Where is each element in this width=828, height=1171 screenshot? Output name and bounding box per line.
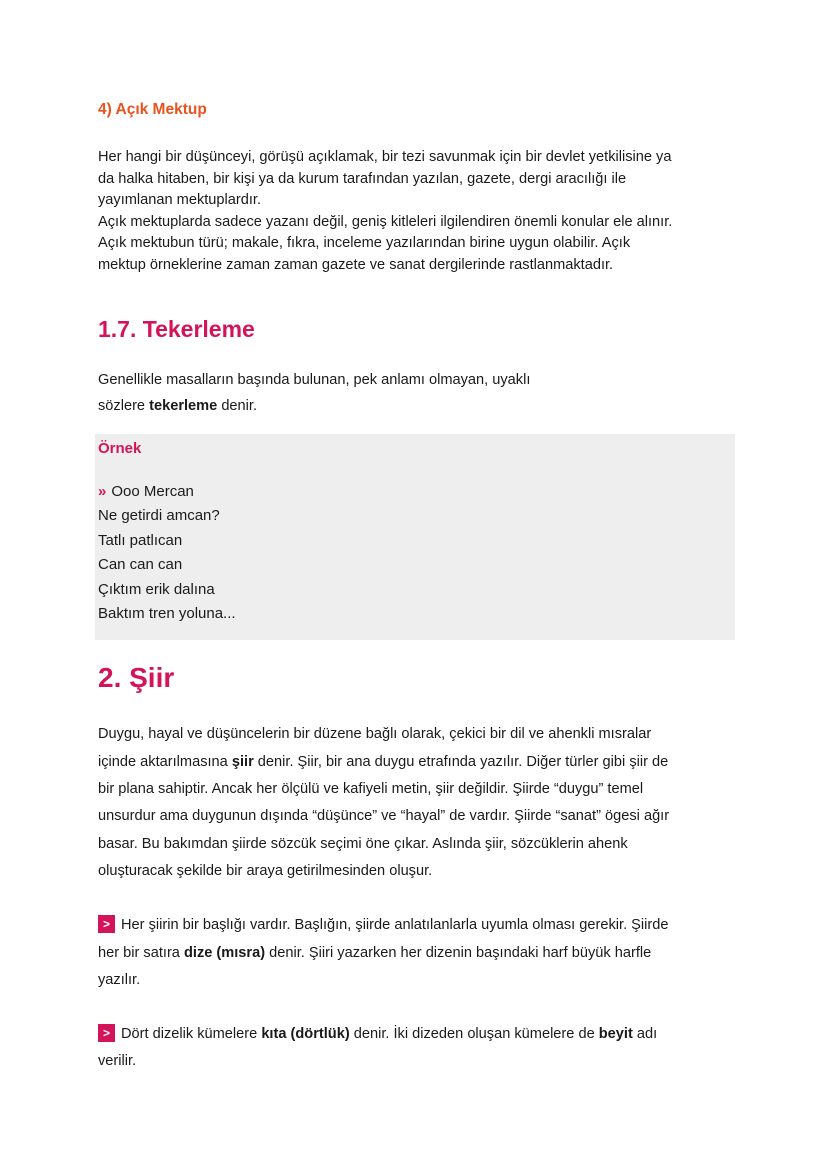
chevron-marker-icon: » [98,483,107,500]
text-fragment: sözlere [98,398,150,414]
text-line: Açık mektubun türü; makale, fıkra, inceleme yazılarından birine uygun olabilir. Açık [98,235,631,251]
text-line: unsurdur ama duygunun dışında “düşünce” ve “hayal” de vardır. Şiirde “sanat” ögesi ağır [98,808,670,825]
bold-term: tekerleme [149,398,218,414]
bullet-paragraph-baslik [98,912,732,994]
text-line: bir plana sahiptir. Ancak her ölçülü ve kafiyeli metin, şiir değildir. Şiirde “duygu” temel [98,781,644,798]
paragraph-siir [98,721,732,885]
heading-tekerleme: 1.7. Tekerleme [98,316,255,342]
page-content [98,100,732,1076]
text-line: verilir. [98,1053,137,1070]
text-line: basar. Bu bakımdan şiirde sözcük seçimi öne çıkar. Aslında şiir, sözcüklerin ahenk [98,835,628,852]
paragraph-acik-mektup [98,147,732,276]
text-fragment: Dört dizelik kümelere [121,1026,262,1043]
example-title: Örnek [98,440,142,457]
text-fragment: adı [632,1026,658,1043]
example-line: Can can can [98,556,183,574]
example-line-text: Ooo Mercan [111,483,194,500]
bullet-marker-icon: > [98,915,115,933]
text-fragment: denir. [217,398,258,414]
bold-term: şiir [231,753,254,770]
text-fragment: denir. Şiiri yazarken her dizenin başındaki harf büyük harfle [265,944,652,961]
text-line: da halka hitaben, bir kişi ya da kurum tarafından yazılan, gazete, dergi aracılığı ile [98,170,627,187]
example-line: Tatlı patlıcan [98,531,183,549]
text-line: yayımlanan mektuplardır. [98,192,262,208]
bold-term: beyit [598,1026,633,1043]
text-line: Açık mektuplarda sadece yazanı değil, geniş kitleleri ilgilendiren önemli konular ele alınır. [98,213,673,230]
text-line: oluşturacak şekilde bir araya getirilmesinden oluşur. [98,862,433,879]
text-fragment: denir. İki dizeden oluşan kümelere de [349,1026,599,1043]
example-line [98,480,732,504]
text-fragment: Her şiirin bir başlığı vardır. Başlığın, şiirde anlatılanlarla uyumla olması gerekir. Şiirde [121,917,669,934]
example-line: Baktım tren yoluna... [98,605,236,623]
text-fragment: denir. Şiir, bir ana duygu etrafında yazılır. Diğer türler gibi şiir de [253,753,669,770]
text-fragment: her bir satıra [98,944,184,961]
text-fragment: içinde aktarılmasına [98,753,232,770]
text-line: yazılır. [98,971,141,988]
bold-term: kıta (dörtlük) [261,1026,350,1043]
example-box [95,434,735,640]
bold-term: dize (mısra) [183,944,266,961]
bullet-marker-icon: > [98,1024,115,1042]
bullet-paragraph-kita [98,1021,732,1076]
text-line: Her hangi bir düşünceyi, görüşü açıklamak, bir tezi savunmak için bir devlet yetkilisine ya [98,149,672,165]
heading-siir: 2. Şiir [98,662,175,694]
paragraph-tekerleme [98,367,732,419]
example-line: Ne getirdi amcan? [98,507,220,525]
example-lines [98,480,732,626]
text-line: mektup örneklerine zaman zaman gazete ve sanat dergilerinde rastlanmaktadır. [98,256,614,273]
heading-acik-mektup: 4) Açık Mektup [98,101,207,118]
example-line: Çıktım erik dalına [98,580,215,598]
text-line: Genellikle masalların başında bulunan, pek anlamı olmayan, uyaklı [98,372,531,388]
text-line: Duygu, hayal ve düşüncelerin bir düzene bağlı olarak, çekici bir dil ve ahenkli mısralar [98,726,652,743]
